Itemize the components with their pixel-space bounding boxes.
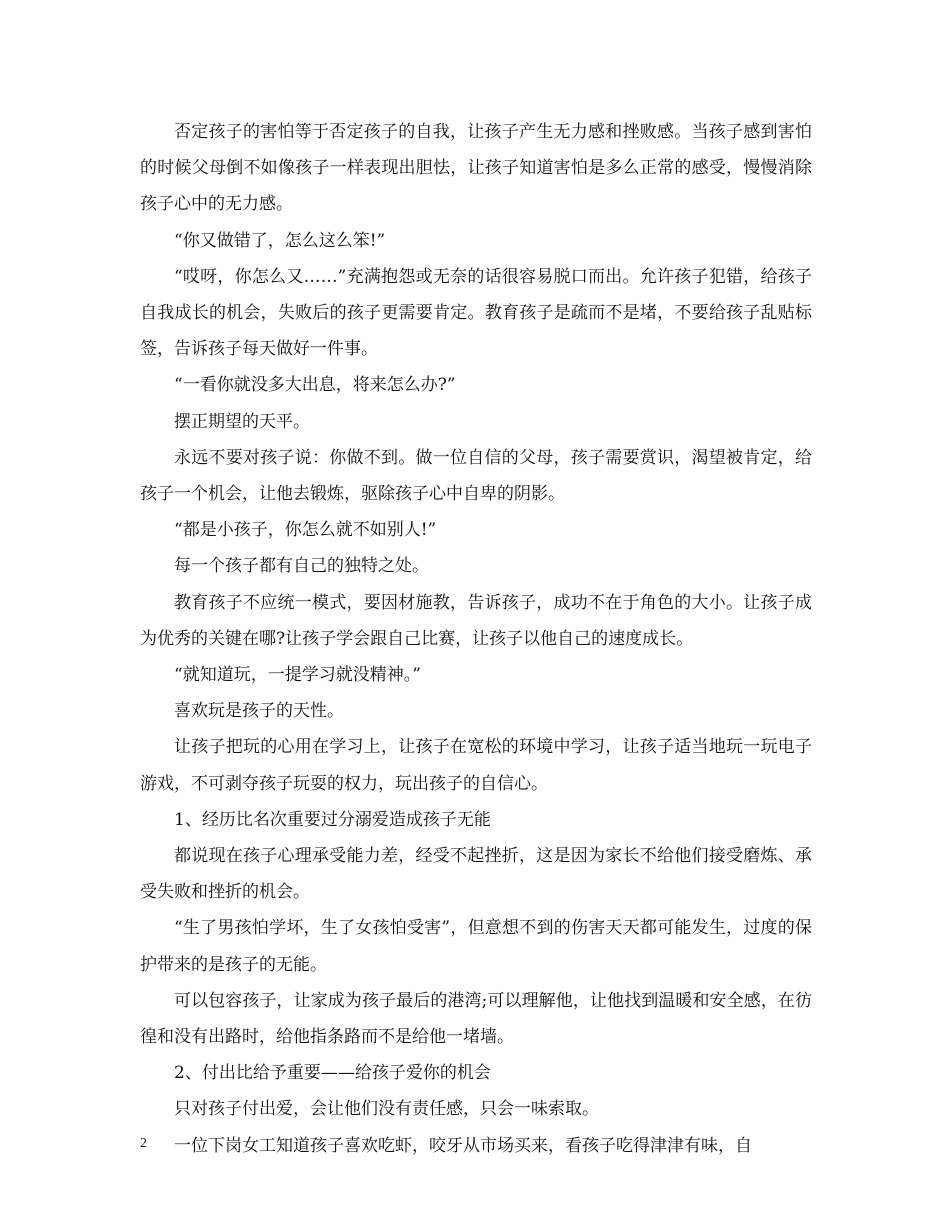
paragraph: 一位下岗女工知道孩子喜欢吃虾，咬牙从市场买来，看孩子吃得津津有味，自 [174, 1135, 752, 1156]
paragraph: “都是小孩子，你怎么就不如别人!” [174, 520, 437, 541]
page-number: 2 [140, 1136, 147, 1151]
paragraph: 每一个孩子都有自己的独特之处。 [174, 556, 429, 577]
paragraph: “就知道玩，一提学习就没精神。” [174, 665, 421, 686]
paragraph: 永远不要对孩子说：你做不到。做一位自信的父母，孩子需要赏识，渴望被肯定，给孩子一个机会，让他去锻炼，驱除孩子心中自卑的阴影。 [140, 447, 812, 505]
paragraph: 否定孩子的害怕等于否定孩子的自我，让孩子产生无力感和挫败感。当孩子感到害怕的时候父母倒不如像孩子一样表现出胆怯，让孩子知道害怕是多么正常的感受，慢慢消除孩子心中的无力感。 [140, 122, 812, 215]
paragraph: 摆正期望的天平。 [174, 411, 310, 432]
paragraph: 都说现在孩子心理承受能力差，经受不起挫折，这是因为家长不给他们接受磨炼、承受失败和挫折的机会。 [140, 846, 812, 903]
section-heading: 1、经历比名次重要过分溺爱造成孩子无能 [174, 809, 491, 830]
paragraph: “你又做错了，怎么这么笨!” [174, 230, 386, 251]
paragraph: 喜欢玩是孩子的天性。 [174, 701, 344, 722]
paragraph: “生了男孩怕学坏，生了女孩怕受害”，但意想不到的伤害天天都可能发生，过度的保护带来的是孩子的无能。 [140, 918, 812, 975]
section-heading: 2、付出比给予重要——给孩子爱你的机会 [174, 1063, 491, 1084]
paragraph: 教育孩子不应统一模式，要因材施教，告诉孩子，成功不在于角色的大小。让孩子成为优秀的关键在哪?让孩子学会跟自己比赛，让孩子以他自己的速度成长。 [140, 592, 812, 649]
paragraph: 只对孩子付出爱，会让他们没有责任感，只会一味索取。 [174, 1099, 599, 1120]
document-body [140, 114, 812, 1164]
paragraph: “一看你就没多大出息，将来怎么办?” [174, 375, 456, 396]
paragraph: “哎呀，你怎么又……”充满抱怨或无奈的话很容易脱口而出。允许孩子犯错，给孩子自我成长的机会，失败后的孩子更需要肯定。教育孩子是疏而不是堵，不要给孩子乱贴标签，告诉孩子每天做好一件事。 [140, 266, 812, 360]
paragraph: 可以包容孩子，让家成为孩子最后的港湾;可以理解他，让他找到温暖和安全感，在彷徨和没有出路时，给他指条路而不是给他一堵墙。 [140, 990, 812, 1048]
paragraph: 让孩子把玩的心用在学习上，让孩子在宽松的环境中学习，让孩子适当地玩一玩电子游戏，不可剥夺孩子玩耍的权力，玩出孩子的自信心。 [140, 737, 812, 794]
